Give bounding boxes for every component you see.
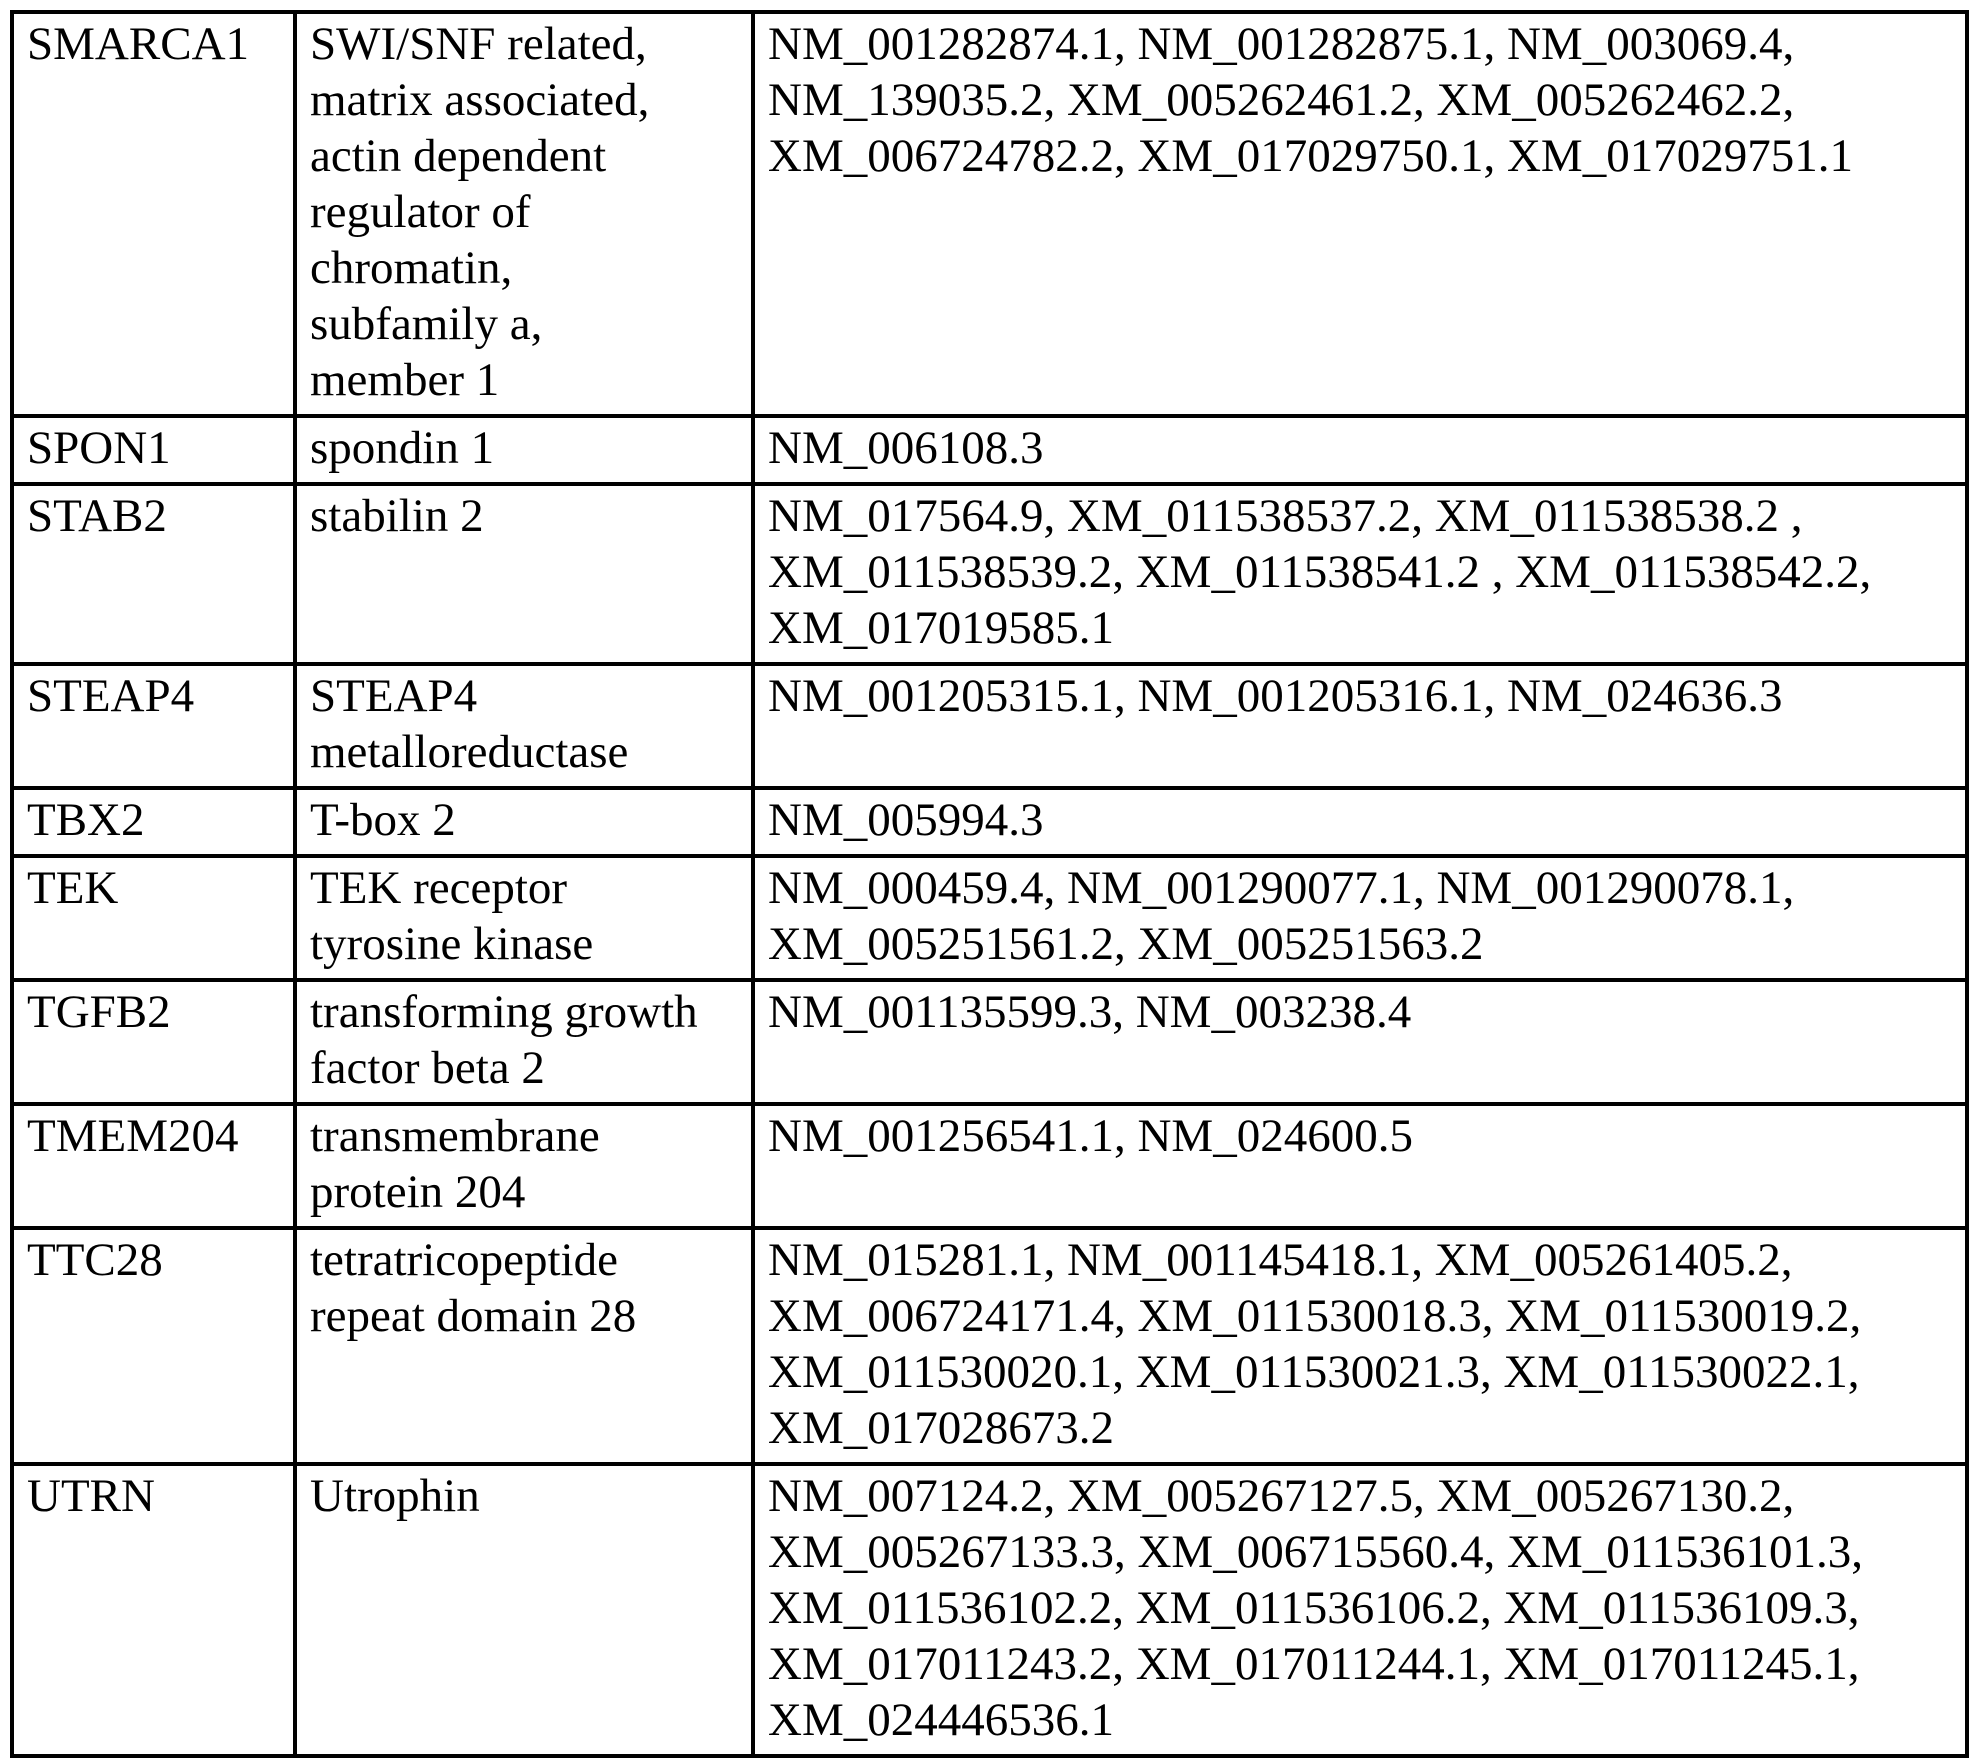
table-row: [12, 788, 1967, 856]
gene-name-cell: T-box 2: [295, 788, 753, 856]
gene-symbol-cell: TGFB2: [12, 980, 295, 1104]
accession-cell: NM_006108.3: [753, 416, 1967, 484]
gene-symbol-cell: TTC28: [12, 1228, 295, 1464]
gene-name-cell: STEAP4 metalloreductase: [295, 664, 753, 788]
accession-cell: NM_007124.2, XM_005267127.5, XM_005267130.2, XM_005267133.3, XM_006715560.4, XM_011536101.3, XM_011536102.2, XM_011536106.2, XM_011536109.3, XM_017011243.2, XM_017011244.1, XM_017011245.1, XM_024446536.1: [753, 1464, 1967, 1756]
table-row: [12, 1228, 1967, 1464]
table-row: [12, 664, 1967, 788]
gene-name-cell: SWI/SNF related, matrix associated, actin dependent regulator of chromatin, subfamily a, member 1: [295, 12, 753, 416]
accession-cell: NM_001135599.3, NM_003238.4: [753, 980, 1967, 1104]
gene-symbol-cell: UTRN: [12, 1464, 295, 1756]
gene-accession-table: [10, 10, 1969, 1758]
gene-name-cell: Utrophin: [295, 1464, 753, 1756]
gene-name-cell: TEK receptor tyrosine kinase: [295, 856, 753, 980]
accession-cell: NM_001256541.1, NM_024600.5: [753, 1104, 1967, 1228]
gene-symbol-cell: STAB2: [12, 484, 295, 664]
table-row: [12, 484, 1967, 664]
gene-name-cell: stabilin 2: [295, 484, 753, 664]
table-row: [12, 856, 1967, 980]
table-row: [12, 980, 1967, 1104]
gene-name-cell: transmembrane protein 204: [295, 1104, 753, 1228]
gene-name-cell: transforming growth factor beta 2: [295, 980, 753, 1104]
accession-cell: NM_001282874.1, NM_001282875.1, NM_003069.4, NM_139035.2, XM_005262461.2, XM_005262462.2, XM_006724782.2, XM_017029750.1, XM_017029751.1: [753, 12, 1967, 416]
table-row: [12, 416, 1967, 484]
accession-cell: NM_005994.3: [753, 788, 1967, 856]
gene-symbol-cell: TBX2: [12, 788, 295, 856]
accession-cell: NM_000459.4, NM_001290077.1, NM_001290078.1, XM_005251561.2, XM_005251563.2: [753, 856, 1967, 980]
table-row: [12, 1104, 1967, 1228]
gene-symbol-cell: SPON1: [12, 416, 295, 484]
table-row: [12, 1464, 1967, 1756]
accession-cell: NM_015281.1, NM_001145418.1, XM_005261405.2, XM_006724171.4, XM_011530018.3, XM_011530019.2, XM_011530020.1, XM_011530021.3, XM_011530022.1, XM_017028673.2: [753, 1228, 1967, 1464]
gene-symbol-cell: TMEM204: [12, 1104, 295, 1228]
gene-symbol-cell: STEAP4: [12, 664, 295, 788]
gene-name-cell: tetratricopeptide repeat domain 28: [295, 1228, 753, 1464]
gene-name-cell: spondin 1: [295, 416, 753, 484]
gene-symbol-cell: TEK: [12, 856, 295, 980]
accession-cell: NM_001205315.1, NM_001205316.1, NM_024636.3: [753, 664, 1967, 788]
gene-symbol-cell: SMARCA1: [12, 12, 295, 416]
table-row: [12, 12, 1967, 416]
accession-cell: NM_017564.9, XM_011538537.2, XM_011538538.2 , XM_011538539.2, XM_011538541.2 , XM_011538542.2, XM_017019585.1: [753, 484, 1967, 664]
